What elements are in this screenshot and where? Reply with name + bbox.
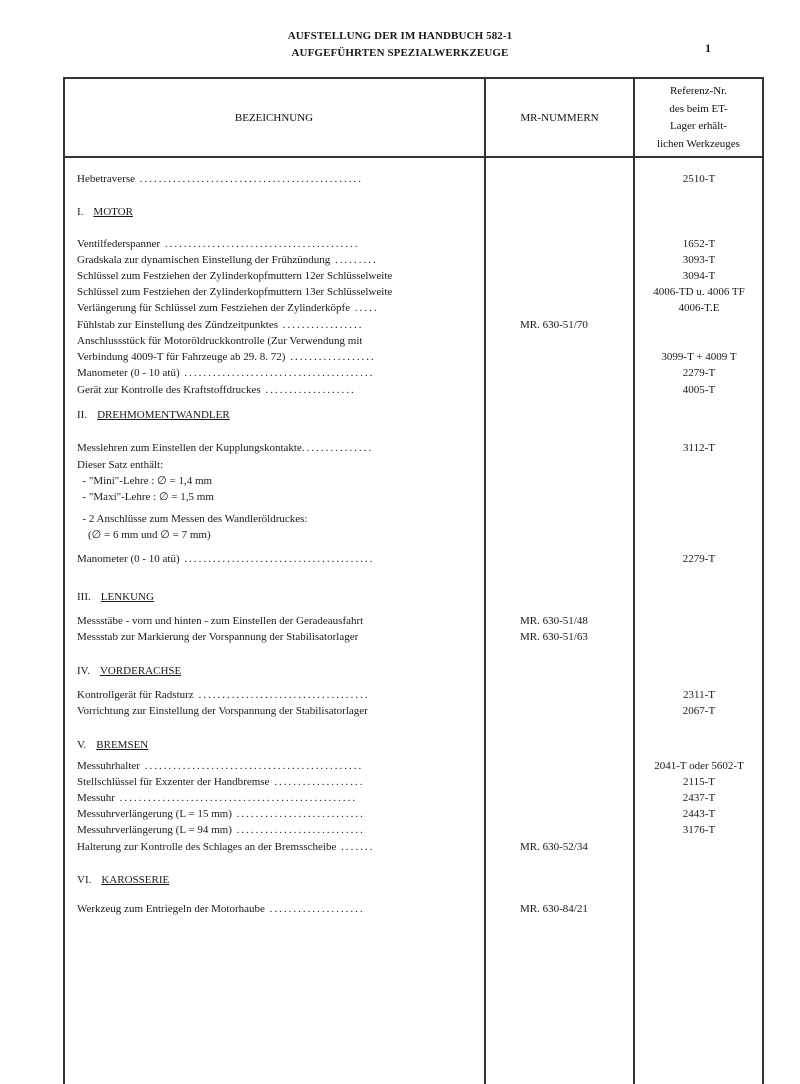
- mr-fuehlstab: MR. 630-51/70: [520, 319, 588, 331]
- header-mr-nummern: MR-NUMMERN: [520, 112, 599, 124]
- ref-anschlussstueck: 3099-T + 4009 T: [661, 351, 737, 363]
- title-line-1: AUFSTELLUNG DER IM HANDBUCH 582-1: [287, 30, 513, 42]
- ref-schluessel-13er: 4006-TD u. 4006 TF: [653, 286, 745, 298]
- tool-entriegeln-motorhaube: Werkzeug zum Entriegeln der Motorhaube ....................: [77, 903, 365, 915]
- document-title: [250, 28, 550, 62]
- ref-schluessel-12er: 3094-T: [682, 270, 716, 282]
- tool-kontrollgeraet-radsturz: Kontrollgerät für Radsturz ....................................: [77, 689, 370, 701]
- title-line-2: AUFGEFÜHRTEN SPEZIALWERKZEUGE: [291, 47, 509, 59]
- tool-hebetraverse: Hebetraverse ...............................................: [77, 173, 364, 185]
- tool-messlehren: Messlehren zum Einstellen der Kupplungskontakte...............: [77, 442, 374, 454]
- set-item-maxi: - "Maxi"-Lehre : ∅ = 1,5 mm: [77, 491, 214, 503]
- section-drehmomentwandler: II. DREHMOMENTWANDLER: [77, 409, 230, 421]
- tool-stellschluessel: Stellschlüssel für Exzenter der Handbremse ...................: [77, 776, 365, 788]
- tool-fuehlstab: Fühlstab zur Einstellung des Zündzeitpunktes .................: [77, 319, 364, 331]
- tool-messuhrverlaengerung-94: Messuhrverlängerung (L = 94 mm) ...........................: [77, 824, 365, 836]
- header-referenz-line-1: Referenz-Nr.: [669, 85, 728, 97]
- tool-schluessel-12er: Schlüssel zum Festziehen der Zylinderkopfmuttern 12er Schlüsselweite: [77, 270, 393, 282]
- section-lenkung: III. LENKUNG: [77, 591, 154, 603]
- ref-stellschluessel: 2115-T: [683, 776, 715, 788]
- header-referenz: [635, 83, 762, 153]
- tool-manometer-wandler: Manometer (0 - 10 atü) ........................................: [77, 553, 375, 565]
- tool-manometer-motor: Manometer (0 - 10 atü) ........................................: [77, 367, 375, 379]
- ref-hebetraverse: 2510-T: [682, 173, 716, 185]
- ref-verlaengerung-schluessel: 4006-T.E: [678, 302, 720, 314]
- tool-verlaengerung-schluessel: Verlängerung für Schlüssel zum Festziehen der Zylinderköpfe .....: [77, 302, 379, 314]
- section-motor: I. MOTOR: [77, 206, 133, 218]
- mr-messstaebe: MR. 630-51/48: [520, 615, 588, 627]
- header-bezeichnung: BEZEICHNUNG: [234, 112, 314, 124]
- page-number: 1: [705, 41, 711, 55]
- set-contents-heading: Dieser Satz enthält:: [77, 459, 164, 471]
- section-bremsen: V. BREMSEN: [77, 739, 149, 751]
- tool-gradskala: Gradskala zur dynamischen Einstellung der Frühzündung .........: [77, 254, 378, 266]
- mr-messstab: MR. 630-51/63: [520, 631, 588, 643]
- ref-manometer-motor: 2279-T: [682, 367, 716, 379]
- tool-messuhrverlaengerung-15: Messuhrverlängerung (L = 15 mm) ...........................: [77, 808, 365, 820]
- section-karosserie: VI. KAROSSERIE: [77, 874, 170, 886]
- table-right-border: [762, 77, 764, 1084]
- section-vorderachse: IV. VORDERACHSE: [77, 665, 182, 677]
- ref-messlehren: 3112-T: [683, 442, 715, 454]
- ref-gradskala: 3093-T: [682, 254, 716, 266]
- table-header-bottom-border: [63, 156, 763, 158]
- set-item-mini: - "Mini"-Lehre : ∅ = 1,4 mm: [77, 475, 213, 487]
- tool-anschlussstueck: Anschlussstück für Motoröldruckkontrolle (Zur Verwendung mit: [77, 335, 363, 347]
- ref-ventilfederspanner: 1652-T: [682, 238, 716, 250]
- column-divider-1: [484, 77, 486, 1084]
- header-referenz-line-3: Lager erhält-: [669, 120, 728, 132]
- header-referenz-line-2: des beim ET-: [669, 102, 728, 115]
- ref-messuhrverlaengerung-15: 2443-T: [682, 808, 716, 820]
- ref-kontrollgeraet-radsturz: 2311-T: [683, 689, 715, 701]
- tool-anschlussstueck-cont: Verbindung 4009-T für Fahrzeuge ab 29. 8. 72) ..................: [77, 351, 376, 363]
- set-item-anschluesse: - 2 Anschlüsse zum Messen des Wandleröldruckes:: [77, 513, 308, 525]
- tool-messstab: Messstab zur Markierung der Vorspannung der Stabilisatorlager: [77, 631, 359, 643]
- header-referenz-line-4: lichen Werkzeuges: [657, 137, 740, 150]
- mr-entriegeln-motorhaube: MR. 630-84/21: [520, 903, 588, 915]
- tool-schluessel-13er: Schlüssel zum Festziehen der Zylinderkopfmuttern 13er Schlüsselweite: [77, 286, 393, 298]
- ref-messuhr: 2437-T: [682, 792, 716, 804]
- table-left-border: [63, 77, 65, 1084]
- ref-messuhrverlaengerung-94: 3176-T: [682, 824, 716, 836]
- tool-halterung-bremsscheibe: Halterung zur Kontrolle des Schlages an der Bremsscheibe .......: [77, 841, 375, 853]
- tool-messuhr: Messuhr ..................................................: [77, 792, 358, 804]
- tool-ventilfederspanner: Ventilfederspanner .........................................: [77, 238, 360, 250]
- tool-messuhrhalter: Messuhrhalter ..............................................: [77, 760, 364, 772]
- column-divider-2: [633, 77, 635, 1084]
- tool-messstaebe: Messstäbe - vorn und hinten - zum Einstellen der Geradeausfahrt: [77, 615, 364, 627]
- ref-kraftstoffdruck: 4005-T: [682, 384, 716, 396]
- ref-messuhrhalter: 2041-T oder 5602-T: [654, 760, 744, 772]
- ref-manometer-wandler: 2279-T: [682, 553, 716, 565]
- tool-vorrichtung-stabilisatorlager: Vorrichtung zur Einstellung der Vorspannung der Stabilisatorlager: [77, 705, 368, 717]
- tool-kraftstoffdruck: Gerät zur Kontrolle des Kraftstoffdruckes ...................: [77, 384, 356, 396]
- mr-halterung-bremsscheibe: MR. 630-52/34: [520, 841, 588, 853]
- ref-vorrichtung-stabilisatorlager: 2067-T: [682, 705, 716, 717]
- set-item-anschluesse-sizes: (∅ = 6 mm und ∅ = 7 mm): [77, 529, 211, 541]
- table-top-border: [63, 77, 763, 79]
